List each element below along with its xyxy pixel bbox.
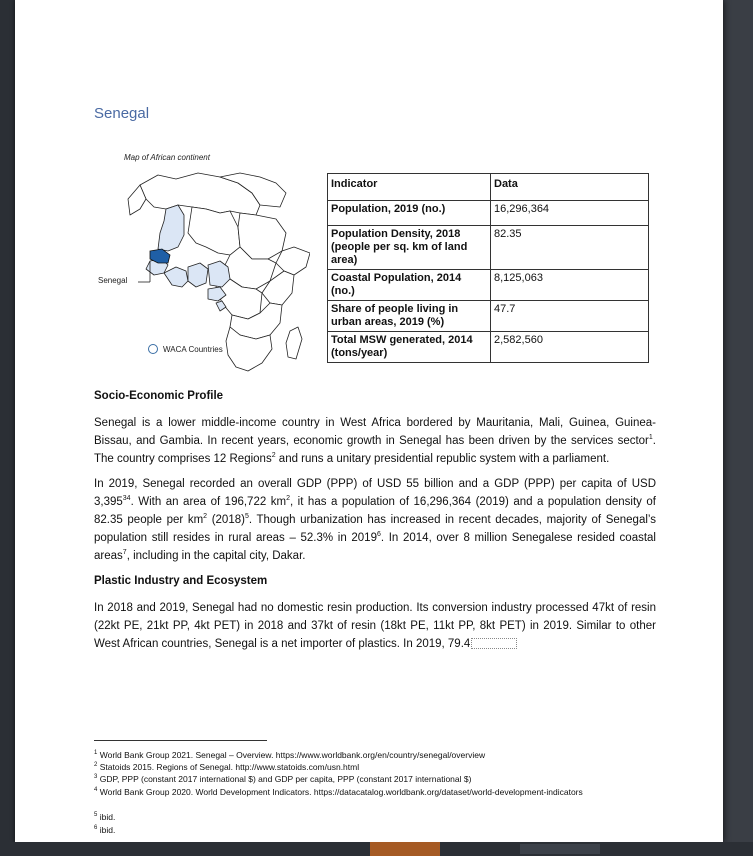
footnote-number: 1	[94, 750, 98, 756]
row-data: 2,582,560	[491, 332, 649, 363]
viewer-background	[723, 0, 753, 842]
footnote-divider	[94, 740, 267, 741]
text-run: , it has a population of 16,296,364 (2019) and a population density of 82.35 people per km	[94, 496, 657, 526]
indicator-table	[327, 173, 649, 363]
footnote-6	[94, 823, 656, 836]
superscript: 2	[286, 495, 290, 503]
footnote-ref[interactable]: 1	[648, 434, 653, 442]
footnote-number: 3	[94, 774, 98, 780]
map-coastal-west-2	[188, 263, 208, 287]
footnote-text: GDP, PPP (constant 2017 international $) and GDP per capita, PPP (constant 2017 international $)	[99, 773, 472, 784]
text-run: and runs a unitary presidential republic system with a parliament.	[275, 453, 610, 465]
footnote-number: 6	[94, 825, 98, 831]
text-run: (2018)	[207, 514, 245, 526]
map-madagascar	[286, 327, 302, 359]
document-page	[15, 0, 723, 842]
footnote-ref[interactable]: 5	[244, 513, 249, 521]
legend-label: WACA Countries	[163, 344, 223, 354]
viewer-bottom-tab[interactable]	[370, 842, 440, 856]
row-data: 47.7	[491, 301, 649, 332]
row-data: 8,125,063	[491, 270, 649, 301]
page-title: Senegal	[94, 105, 150, 122]
footnote-ref[interactable]: 7	[122, 549, 127, 557]
footnote-number: 5	[94, 812, 98, 818]
footnote-number: 4	[94, 787, 98, 793]
header-data: Data	[491, 174, 649, 201]
footnote-text: ibid.	[99, 811, 116, 822]
map-chad-niger	[188, 207, 240, 255]
row-indicator: Total MSW generated, 2014 (tons/year)	[328, 332, 491, 363]
table-header-row	[328, 174, 649, 201]
footnote-text[interactable]: World Bank Group 2021. Senegal – Overview. https://www.worldbank.org/en/country/senegal/overview	[99, 749, 486, 760]
map-legend	[148, 344, 223, 354]
superscript: 2	[203, 513, 208, 521]
redacted-mark	[471, 638, 517, 649]
text-run: In 2018 and 2019, Senegal had no domestic resin production. Its conversion industry processed 47kt of resin (22kt PE, 21kt PP, 4kt PET) in 2018 and 37kt of resin (18kt PE, 11kt PP, 8kt PET) in 2019. Similar to other West African countries, Senegal is a net importer of plastics. In 2019, 79.4	[94, 602, 656, 650]
table-row	[328, 332, 649, 363]
viewer-bottom-bar	[0, 842, 753, 856]
text-run: . With an area of 196,722 km	[130, 496, 287, 508]
row-data: 16,296,364	[491, 201, 649, 226]
text-run: , including in the capital city, Dakar.	[126, 550, 306, 562]
legend-circle-icon	[148, 344, 158, 354]
paragraph-plastic	[94, 599, 656, 653]
table-row	[328, 301, 649, 332]
map-coastal-west-1	[164, 267, 188, 287]
footnote-number: 2	[94, 762, 98, 768]
text-run: Senegal is a lower middle-income country in West Africa bordered by Mauritania, Mali, Guinea, Guinea-Bissau, and Gambia. In recent years, economic growth in Senegal has been driven by the services sector	[94, 417, 656, 447]
table-row	[328, 270, 649, 301]
viewer-bottom-strip	[520, 844, 600, 854]
text-run: . In 2014, over 8 million Senegalese resided coastal areas	[94, 532, 656, 562]
map-mauritania	[158, 205, 184, 251]
row-indicator: Share of people living in urban areas, 2019 (%)	[328, 301, 491, 332]
text-run: . Though urbanization has increased in recent decades, majority of Senegal’s population still resides in rural areas – 52.3% in 2019	[94, 514, 656, 544]
row-indicator: Population, 2019 (no.)	[328, 201, 491, 226]
paragraph-economy	[94, 475, 656, 565]
header-indicator: Indicator	[328, 174, 491, 201]
plastic-industry-heading: Plastic Industry and Ecosystem	[94, 575, 268, 587]
footnote-4	[94, 785, 656, 798]
footnote-ref[interactable]: 6	[376, 531, 381, 539]
table-row	[328, 226, 649, 270]
socio-economic-heading: Socio-Economic Profile	[94, 390, 224, 402]
row-data: 82.35	[491, 226, 649, 270]
paragraph-intro	[94, 414, 656, 468]
footnote-3	[94, 772, 656, 785]
text-run: In 2019, Senegal recorded an overall GDP (PPP) of USD 55 billion and a GDP (PPP) per capita of USD 3,395	[94, 478, 656, 508]
footnote-text: ibid.	[99, 824, 116, 835]
footnote-ref[interactable]: 34	[122, 495, 131, 503]
table-row	[328, 201, 649, 226]
map-caption: Map of African continent	[124, 153, 210, 162]
footnote-text[interactable]: Statoids 2015. Regions of Senegal. http://www.statoids.com/usn.html	[99, 761, 360, 772]
footnote-text[interactable]: World Bank Group 2020. World Development Indicators. https://datacatalog.worldbank.org/dataset/world-development-indicators	[99, 786, 583, 797]
row-indicator: Coastal Population, 2014 (no.)	[328, 270, 491, 301]
map-senegal-label: Senegal	[98, 276, 128, 285]
footnote-5	[94, 810, 656, 823]
footnote-ref[interactable]: 2	[271, 452, 276, 460]
text-run: . The country comprises 12 Regions	[94, 435, 656, 465]
row-indicator: Population Density, 2018 (people per sq. km of land area)	[328, 226, 491, 270]
